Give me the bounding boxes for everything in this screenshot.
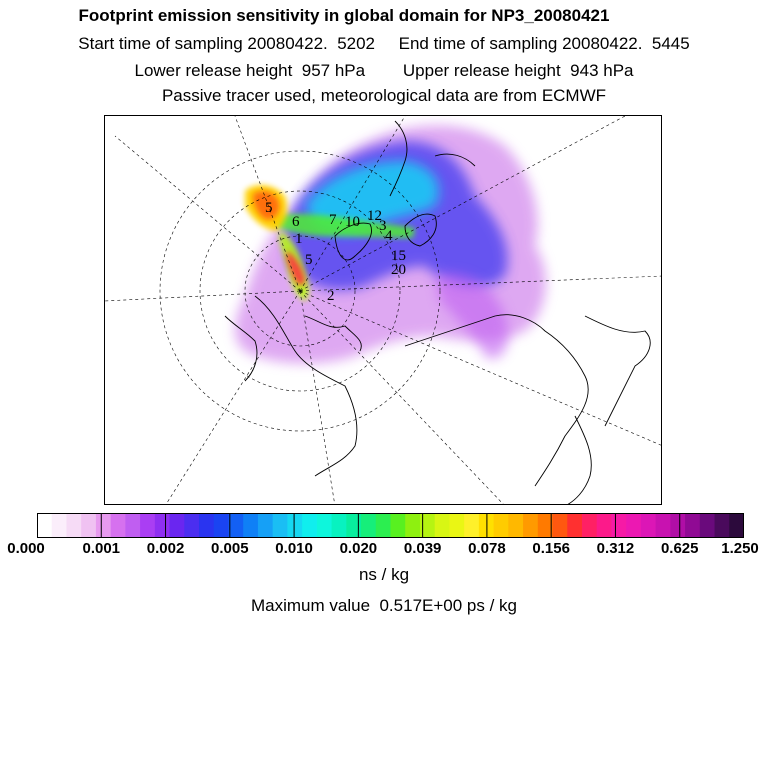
colorbar-cells [37, 513, 744, 538]
colorbar-cell [302, 513, 317, 538]
colorbar-units-label: ns / kg [358, 565, 410, 584]
colorbar-cell [729, 513, 744, 538]
colorbar-tick-label: 0.156 [532, 540, 570, 557]
sampling-time-line: Start time of sampling 20080422. 5202 End time of sampling 20080422. 5445 [78, 34, 690, 53]
map-canvas [105, 116, 662, 505]
colorbar-cell [523, 513, 538, 538]
colorbar-cell [611, 513, 626, 538]
colorbar-cell [582, 513, 597, 538]
release-height-line: Lower release height 957 hPa Upper release height 943 hPa [134, 61, 634, 80]
colorbar-cell [287, 513, 302, 538]
colorbar-cell [700, 513, 715, 538]
colorbar-cell [715, 513, 730, 538]
trajectory-label: 5 [305, 252, 313, 268]
coastline-far-east [565, 416, 591, 505]
colorbar-tick-label: 0.020 [339, 540, 378, 557]
colorbar-tick-label: 0.078 [468, 540, 506, 557]
colorbar-cell [273, 513, 288, 538]
colorbar-cell [125, 513, 140, 538]
colorbar-cell [258, 513, 273, 538]
colorbar-cell [140, 513, 155, 538]
colorbar-tick-label: 0.010 [275, 540, 313, 557]
footprint-map [104, 115, 662, 505]
colorbar-cell [670, 513, 685, 538]
colorbar-cell [184, 513, 199, 538]
colorbar-cell [376, 513, 391, 538]
colorbar-cell [170, 513, 185, 538]
colorbar-cell [553, 513, 568, 538]
colorbar-tick-label: 0.001 [82, 540, 121, 557]
trajectory-label: 20 [391, 262, 406, 278]
colorbar-cell [52, 513, 67, 538]
colorbar-tick-label: 0.000 [7, 540, 45, 557]
tracer-info-line: Passive tracer used, meteorological data are from ECMWF [161, 86, 607, 105]
trajectory-label: 12 [367, 208, 382, 224]
trajectory-label: 6 [292, 214, 300, 230]
trajectory-label: 7 [329, 212, 337, 228]
colorbar-cell [81, 513, 96, 538]
colorbar-cell [508, 513, 523, 538]
colorbar-tick-label: 0.005 [211, 540, 249, 557]
colorbar-cell [332, 513, 347, 538]
colorbar-cell [626, 513, 641, 538]
colorbar-cell [641, 513, 656, 538]
colorbar-cell [391, 513, 406, 538]
colorbar-cell [214, 513, 229, 538]
colorbar-tick-label: 1.250 [721, 540, 759, 557]
map-title: Footprint emission sensitivity in global domain for NP3_20080421 [78, 6, 610, 25]
colorbar-tick-labels [0, 540, 768, 560]
colorbar-cell [435, 513, 450, 538]
coastline-asia-east [585, 316, 650, 426]
trajectory-label: 5 [265, 200, 273, 216]
colorbar-tick-label: 0.312 [596, 540, 635, 557]
colorbar-cell [361, 513, 376, 538]
colorbar-cell [405, 513, 420, 538]
colorbar-cell [685, 513, 700, 538]
colorbar-cell [656, 513, 671, 538]
trajectory-label: 3 [379, 218, 387, 234]
colorbar-cell [449, 513, 464, 538]
colorbar-tick-label: 0.002 [146, 540, 185, 557]
trajectory-label: 1 [295, 231, 303, 247]
colorbar-cell [464, 513, 479, 538]
trajectory-label: 10 [345, 214, 360, 230]
trajectory-label: 15 [391, 248, 406, 264]
trajectory-label: 4 [385, 228, 393, 244]
colorbar-cell [199, 513, 214, 538]
colorbar-tick-label: 0.625 [660, 540, 699, 557]
maximum-value-label: Maximum value 0.517E+00 ps / kg [251, 596, 517, 615]
colorbar-cell [37, 513, 52, 538]
colorbar-cell [567, 513, 582, 538]
colorbar-cell [111, 513, 126, 538]
colorbar-cell [155, 513, 170, 538]
colorbar [37, 513, 744, 538]
colorbar-cell [228, 513, 243, 538]
colorbar-cell [597, 513, 612, 538]
colorbar-cell [96, 513, 111, 538]
colorbar-cell [346, 513, 361, 538]
colorbar-cell [494, 513, 509, 538]
colorbar-cell [317, 513, 332, 538]
trajectory-label: 2 [327, 288, 335, 304]
colorbar-tick-label: 0.039 [403, 540, 442, 557]
colorbar-cell [243, 513, 258, 538]
colorbar-cell [66, 513, 81, 538]
